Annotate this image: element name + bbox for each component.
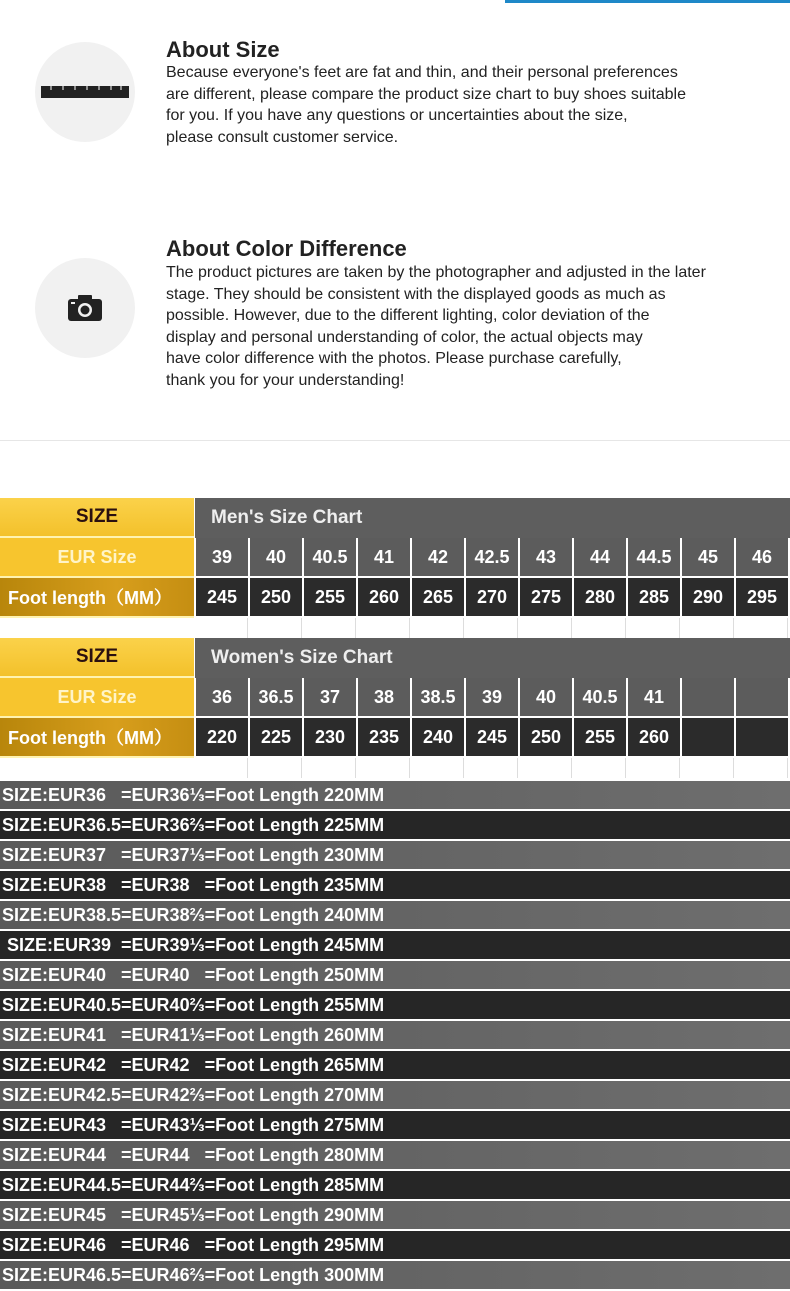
empty-cell xyxy=(572,758,626,778)
eur-size-cell: 40 xyxy=(250,538,302,578)
conversion-row: SIZE:EUR38.5=EUR38⅔=Foot Length 240MM xyxy=(0,901,790,931)
size-conversion-list xyxy=(0,781,790,1291)
foot-length-cell: 240 xyxy=(412,718,464,758)
text-line: possible. However, due to the different lighting, color deviation of the xyxy=(166,307,650,324)
empty-cell xyxy=(626,758,680,778)
conversion-row: SIZE:EUR38 =EUR38 =Foot Length 235MM xyxy=(0,871,790,901)
eur-size-cell: 39 xyxy=(196,538,248,578)
eur-size-cell: 40.5 xyxy=(574,678,626,718)
eur-size-cell: 36 xyxy=(196,678,248,718)
conversion-row: SIZE:EUR42.5=EUR42⅔=Foot Length 270MM xyxy=(0,1081,790,1111)
eur-size-cell: 45 xyxy=(682,538,734,578)
empty-cell xyxy=(248,758,302,778)
foot-length-cell: 260 xyxy=(358,578,410,618)
foot-length-cell: 290 xyxy=(682,578,734,618)
eur-size-cell: 44 xyxy=(574,538,626,578)
conversion-row: SIZE:EUR41 =EUR41⅓=Foot Length 260MM xyxy=(0,1021,790,1051)
foot-length-cell: 245 xyxy=(196,578,248,618)
empty-cell xyxy=(464,758,518,778)
conversion-row: SIZE:EUR46.5=EUR46⅔=Foot Length 300MM xyxy=(0,1261,790,1291)
about-size-title: About Size xyxy=(166,37,280,62)
foot-length-cell xyxy=(736,718,788,758)
text-line: have color difference with the photos. Please purchase carefully, xyxy=(166,350,622,367)
foot-length-label: Foot length（MM） xyxy=(0,718,194,758)
empty-cell xyxy=(410,758,464,778)
size-label: SIZE xyxy=(0,638,194,678)
foot-length-cell: 230 xyxy=(304,718,356,758)
conversion-row: SIZE:EUR40.5=EUR40⅔=Foot Length 255MM xyxy=(0,991,790,1021)
conversion-row: SIZE:EUR43 =EUR43⅓=Foot Length 275MM xyxy=(0,1111,790,1141)
foot-length-cell: 270 xyxy=(466,578,518,618)
foot-length-cell: 280 xyxy=(574,578,626,618)
foot-length-cell: 235 xyxy=(358,718,410,758)
eur-size-cell xyxy=(682,678,734,718)
ruler-icon xyxy=(35,42,135,142)
text-line: Because everyone's feet are fat and thin, and their personal preferences xyxy=(166,64,678,81)
eur-size-cell: 38 xyxy=(358,678,410,718)
conversion-row: SIZE:EUR36 =EUR36⅓=Foot Length 220MM xyxy=(0,781,790,811)
conversion-row: SIZE:EUR39 =EUR39⅓=Foot Length 245MM xyxy=(0,931,790,961)
eur-size-cell: 43 xyxy=(520,538,572,578)
foot-length-cell: 250 xyxy=(520,718,572,758)
empty-cell xyxy=(302,618,356,638)
text-line: for you. If you have any questions or uncertainties about the size, xyxy=(166,107,628,124)
conversion-row: SIZE:EUR45 =EUR45⅓=Foot Length 290MM xyxy=(0,1201,790,1231)
empty-cell xyxy=(734,758,788,778)
foot-length-cell: 245 xyxy=(466,718,518,758)
conversion-row: SIZE:EUR46 =EUR46 =Foot Length 295MM xyxy=(0,1231,790,1261)
eur-size-cell xyxy=(736,678,788,718)
empty-cell xyxy=(194,618,248,638)
eur-size-label: EUR Size xyxy=(0,678,194,718)
text-line: stage. They should be consistent with the displayed goods as much as xyxy=(166,285,666,303)
foot-length-cell: 260 xyxy=(628,718,680,758)
foot-length-cell: 255 xyxy=(574,718,626,758)
conversion-row: SIZE:EUR44 =EUR44 =Foot Length 280MM xyxy=(0,1141,790,1171)
foot-length-cell: 295 xyxy=(736,578,788,618)
eur-size-cell: 40.5 xyxy=(304,538,356,578)
empty-cell xyxy=(680,618,734,638)
eur-size-cell: 42 xyxy=(412,538,464,578)
foot-length-cell: 285 xyxy=(628,578,680,618)
empty-cell xyxy=(518,758,572,778)
empty-cell xyxy=(410,618,464,638)
eur-size-cell: 41 xyxy=(628,678,680,718)
empty-cell xyxy=(302,758,356,778)
foot-length-cell: 265 xyxy=(412,578,464,618)
empty-cell xyxy=(464,618,518,638)
eur-size-cell: 42.5 xyxy=(466,538,518,578)
eur-size-cell: 40 xyxy=(520,678,572,718)
foot-length-cell: 275 xyxy=(520,578,572,618)
foot-length-cell: 220 xyxy=(196,718,248,758)
foot-length-cell: 250 xyxy=(250,578,302,618)
eur-size-cell: 38.5 xyxy=(412,678,464,718)
conversion-row: SIZE:EUR37 =EUR37⅓=Foot Length 230MM xyxy=(0,841,790,871)
chart-title: Women's Size Chart xyxy=(195,638,790,678)
empty-cell xyxy=(356,618,410,638)
size-label: SIZE xyxy=(0,498,194,538)
eur-size-cell: 36.5 xyxy=(250,678,302,718)
foot-length-label: Foot length（MM） xyxy=(0,578,194,618)
eur-size-label: EUR Size xyxy=(0,538,194,578)
text-line: are different, please compare the product size chart to buy shoes suitable xyxy=(166,85,687,103)
foot-length-cell: 255 xyxy=(304,578,356,618)
text-line: thank you for your understanding! xyxy=(166,371,405,389)
conversion-row: SIZE:EUR36.5=EUR36⅔=Foot Length 225MM xyxy=(0,811,790,841)
eur-size-cell: 46 xyxy=(736,538,788,578)
conversion-row: SIZE:EUR44.5=EUR44⅔=Foot Length 285MM xyxy=(0,1171,790,1201)
empty-cell xyxy=(194,758,248,778)
conversion-row: SIZE:EUR40 =EUR40 =Foot Length 250MM xyxy=(0,961,790,991)
foot-length-cell: 225 xyxy=(250,718,302,758)
divider xyxy=(0,440,790,441)
mens-size-chart xyxy=(0,498,790,638)
empty-cell xyxy=(734,618,788,638)
foot-length-cell xyxy=(682,718,734,758)
chart-title: Men's Size Chart xyxy=(195,498,790,538)
empty-cell xyxy=(680,758,734,778)
eur-size-cell: 44.5 xyxy=(628,538,680,578)
text-line: please consult customer service. xyxy=(166,128,399,146)
eur-size-cell: 41 xyxy=(358,538,410,578)
empty-cell xyxy=(248,618,302,638)
about-color-title: About Color Difference xyxy=(166,236,407,261)
empty-cell xyxy=(626,618,680,638)
eur-size-cell: 37 xyxy=(304,678,356,718)
about-size-text xyxy=(166,62,786,148)
top-accent-bar xyxy=(505,0,790,3)
empty-cell xyxy=(356,758,410,778)
empty-cell xyxy=(572,618,626,638)
text-line: The product pictures are taken by the photographer and adjusted in the later xyxy=(166,264,706,281)
empty-cell xyxy=(518,618,572,638)
about-color-text xyxy=(166,262,786,391)
conversion-row: SIZE:EUR42 =EUR42 =Foot Length 265MM xyxy=(0,1051,790,1081)
eur-size-cell: 39 xyxy=(466,678,518,718)
text-line: display and personal understanding of color, the actual objects may xyxy=(166,328,643,346)
womens-size-chart xyxy=(0,638,790,778)
camera-icon xyxy=(35,258,135,358)
